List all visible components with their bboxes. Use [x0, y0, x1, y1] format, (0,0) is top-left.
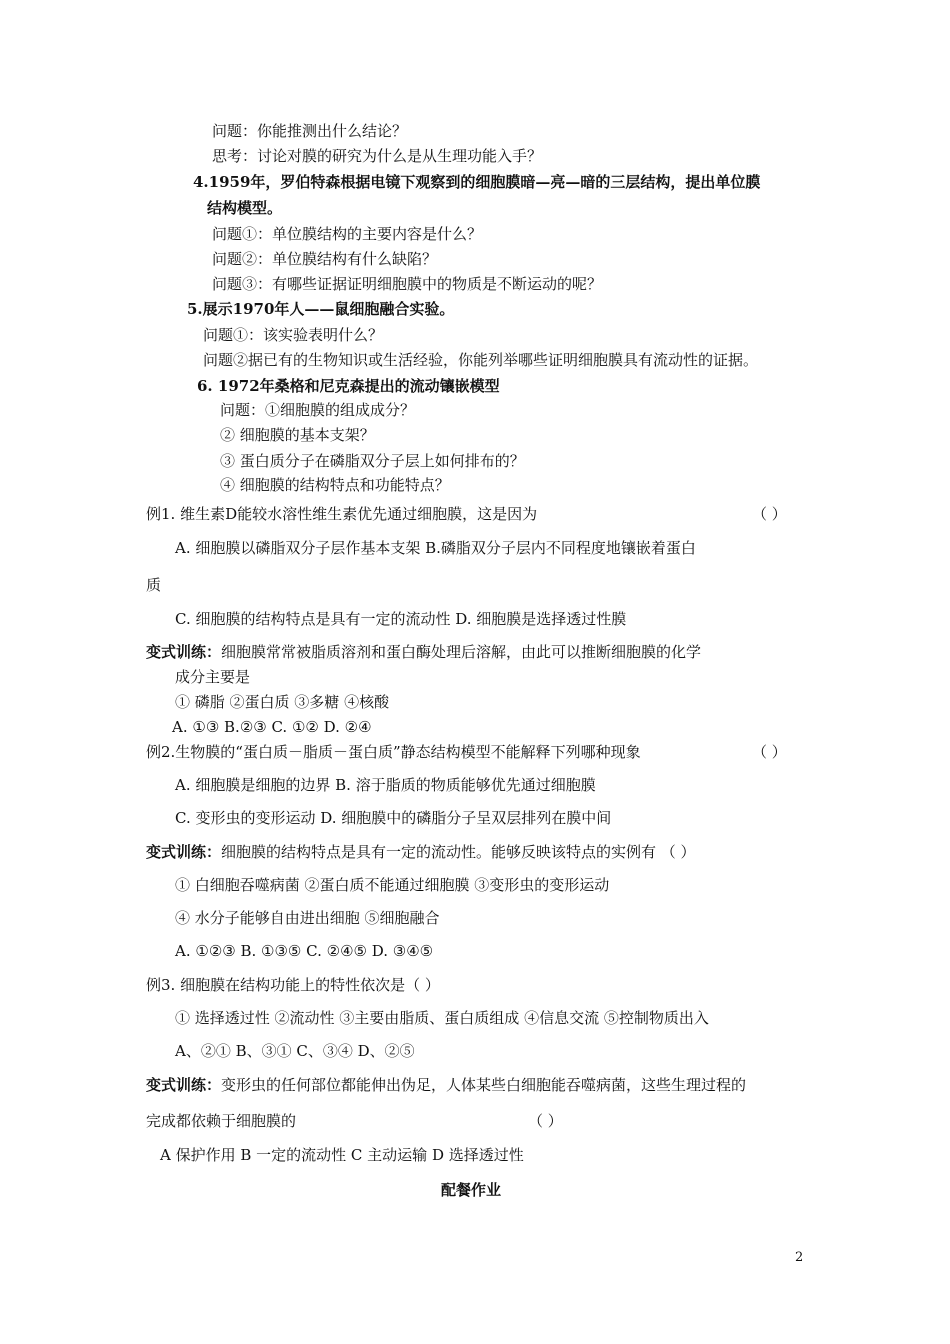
question-line: 问题③：有哪些证据证明细胞膜中的物质是不断运动的呢？ — [212, 275, 603, 293]
option-line: C. 变形虫的变形运动 D. 细胞膜中的磷脂分子呈双层排列在膜中间 — [175, 809, 612, 827]
choice-items: ④ 水分子能够自由进出细胞 ⑤细胞融合 — [175, 909, 440, 927]
section-heading-5: 5.展示1970年人——鼠细胞融合实验。 — [187, 300, 455, 318]
choice-items: ① 白细胞吞噬病菌 ②蛋白质不能通过细胞膜 ③变形虫的变形运动 — [175, 876, 610, 894]
answer-bracket: （ ） — [528, 1112, 563, 1130]
homework-heading: 配餐作业 — [441, 1181, 502, 1199]
option-line: A. ①③ B.②③ C. ①② D. ②④ — [172, 718, 372, 736]
section-heading-4-cont: 结构模型。 — [207, 199, 283, 217]
option-line: A 保护作用 B 一定的流动性 C 主动运输 D 选择透过性 — [160, 1146, 524, 1164]
choice-items: ① 选择透过性 ②流动性 ③主要由脂质、蛋白质组成 ④信息交流 ⑤控制物质出入 — [175, 1009, 709, 1027]
variant-label: 变式训练： — [146, 643, 222, 661]
question-line: 问题①：该实验表明什么？ — [203, 326, 384, 344]
page-number: 2 — [795, 1250, 804, 1265]
question-line: ② 细胞膜的基本支架？ — [220, 426, 375, 444]
variant-text-cont: 完成都依赖于细胞膜的 — [146, 1112, 297, 1130]
question-line: ④ 细胞膜的结构特点和功能特点？ — [220, 476, 450, 494]
variant-text: 细胞膜常常被脂质溶剂和蛋白酶处理后溶解，由此可以推断细胞膜的化学 — [221, 643, 702, 661]
section-heading-4: 4.1959年，罗伯特森根据电镜下观察到的细胞膜暗—亮—暗的三层结构，提出单位膜 — [193, 173, 761, 191]
option-line-cont: 质 — [146, 576, 162, 594]
question-line: 问题①：单位膜结构的主要内容是什么？ — [212, 225, 483, 243]
variant-label: 变式训练： — [146, 843, 222, 861]
section-heading-6: 6. 1972年桑格和尼克森提出的流动镶嵌模型 — [197, 377, 500, 395]
option-line: A、②① B、③① C、③④ D、②⑤ — [175, 1042, 415, 1060]
variant-training — [146, 842, 696, 862]
variant-text-cont: 成分主要是 — [175, 668, 251, 686]
variant-text: 细胞膜的结构特点是具有一定的流动性。能够反映该特点的实例有 （ ） — [221, 843, 696, 861]
example-3-stem: 例3. 细胞膜在结构功能上的特性依次是（ ） — [146, 976, 440, 994]
option-line: A. 细胞膜以磷脂双分子层作基本支架 B.磷脂双分子层内不同程度地镶嵌着蛋白 — [175, 539, 696, 557]
example-2-stem: 例2.生物膜的“蛋白质－脂质－蛋白质”静态结构模型不能解释下列哪种现象 — [146, 743, 641, 761]
question-line: 问题：①细胞膜的组成成分？ — [220, 401, 416, 419]
answer-bracket: （ ） — [752, 505, 787, 523]
thinking-line: 思考：讨论对膜的研究为什么是从生理功能入手？ — [212, 147, 543, 165]
question-line: 问题②：单位膜结构有什么缺陷？ — [212, 250, 438, 268]
choice-items: ① 磷脂 ②蛋白质 ③多糖 ④核酸 — [175, 693, 390, 711]
option-line: A. ①②③ B. ①③⑤ C. ②④⑤ D. ③④⑤ — [175, 942, 434, 960]
question-line: 问题：你能推测出什么结论？ — [212, 122, 408, 140]
example-1-stem: 例1. 维生素D能较水溶性维生素优先通过细胞膜，这是因为 — [146, 505, 538, 523]
variant-label: 变式训练： — [146, 1076, 222, 1094]
variant-training — [146, 642, 701, 662]
option-line: C. 细胞膜的结构特点是具有一定的流动性 D. 细胞膜是选择透过性膜 — [175, 610, 627, 628]
option-line: A. 细胞膜是细胞的边界 B. 溶于脂质的物质能够优先通过细胞膜 — [175, 776, 596, 794]
variant-text: 变形虫的任何部位都能伸出伪足，人体某些白细胞能吞噬病菌，这些生理过程的 — [221, 1076, 747, 1094]
question-line: 问题②据已有的生物知识或生活经验，你能列举哪些证明细胞膜具有流动性的证据。 — [203, 351, 759, 369]
variant-training — [146, 1075, 746, 1095]
question-line: ③ 蛋白质分子在磷脂双分子层上如何排布的？ — [220, 452, 525, 470]
answer-bracket: （ ） — [752, 743, 787, 761]
